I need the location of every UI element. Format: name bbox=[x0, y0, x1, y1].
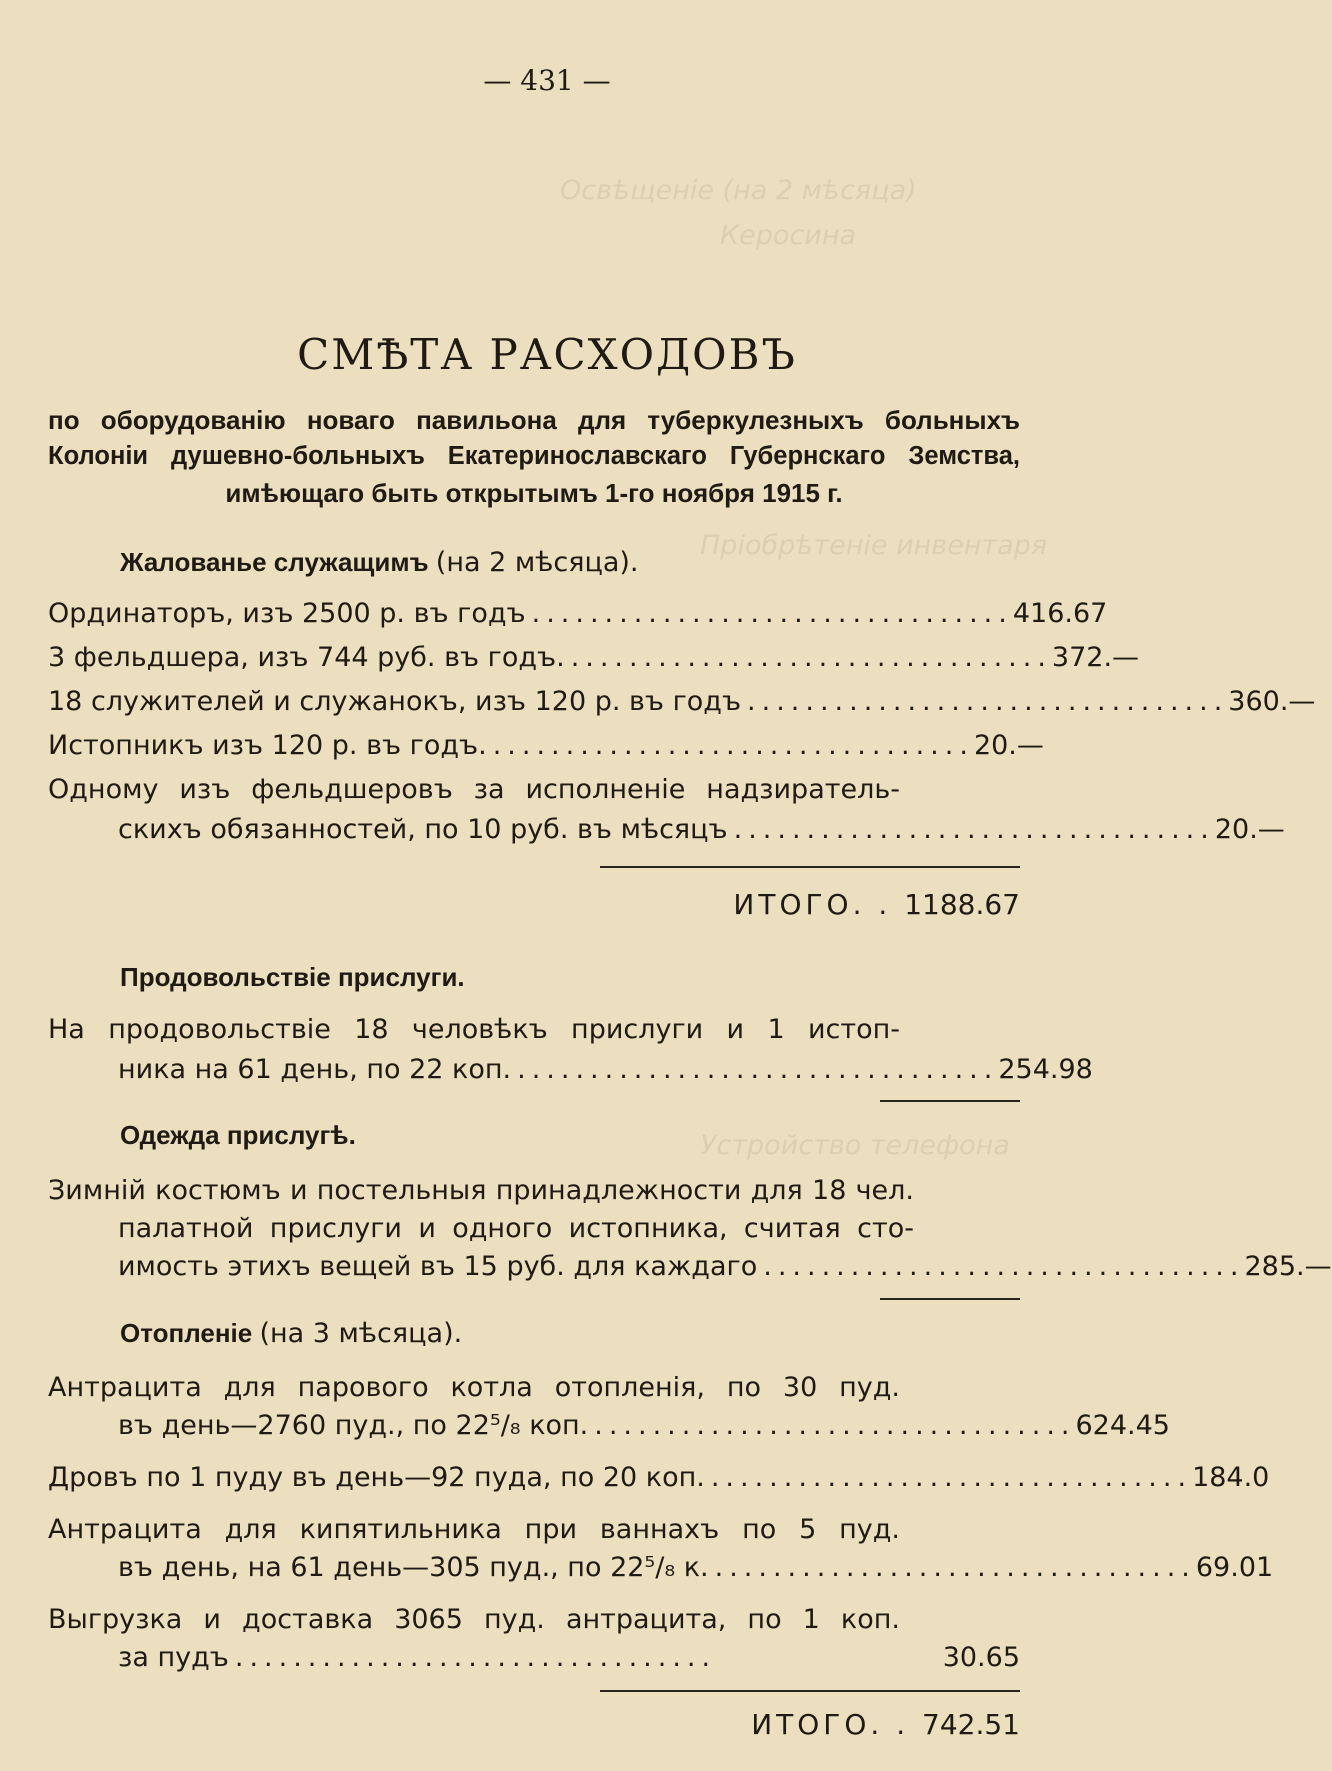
section-heading-salary bbox=[120, 547, 639, 578]
amount: 416.67 bbox=[1012, 598, 1108, 629]
heating-item-continued: за пудъ ................................. 30.65 bbox=[118, 1638, 1020, 1678]
salary-item: Одному изъ фельдшеровъ за исполненіе надзиратель- bbox=[48, 774, 900, 805]
total-rule bbox=[880, 1298, 1020, 1300]
subtitle-line-3: имѣющаго быть открытымъ 1-го ноября 1915 г. bbox=[225, 478, 843, 508]
heating-item: Дровъ по 1 пуду въ день—92 пуда, по 20 коп. ................................. 184.0 bbox=[48, 1458, 1020, 1498]
amount: 69.01 bbox=[1195, 1552, 1274, 1583]
section-heading-clothing bbox=[120, 1120, 356, 1151]
amount: 624.45 bbox=[1075, 1410, 1170, 1441]
total-rule bbox=[600, 1690, 1020, 1692]
bleed-through-text: Пріобрѣтеніе инвентаря bbox=[700, 530, 1048, 561]
amount: 360.— bbox=[1228, 686, 1316, 717]
subtitle-line-2: Колоніи душевно-больныхъ Екатеринославскаго Губернскаго Земства, bbox=[48, 442, 1020, 470]
bleed-through-text: Устройство телефона bbox=[700, 1130, 1010, 1161]
heating-total: ИТОГО. . 742.51 bbox=[751, 1708, 1020, 1741]
salary-item: Истопникъ изъ 120 р. въ годъ. ................................. 20.— bbox=[48, 726, 1020, 766]
amount: 20.— bbox=[973, 730, 1044, 761]
section-heading-text: Отопленіе bbox=[120, 1318, 253, 1348]
heating-item-continued: въ день—2760 пуд., по 22⁵/₈ коп. ................................. 624.45 bbox=[118, 1406, 1020, 1446]
salary-total: ИТОГО. . 1188.67 bbox=[733, 888, 1020, 921]
salary-item: 3 фельдшера, изъ 744 руб. въ годъ. ................................. 372.— bbox=[48, 638, 1020, 678]
food-item: На продовольствіе 18 человѣкъ прислуги и 1 истоп- bbox=[48, 1014, 900, 1045]
subtitle-line-1: по оборудованію новаго павильона для туберкулезныхъ больныхъ bbox=[48, 405, 1020, 435]
heating-item-continued: въ день, на 61 день—305 пуд., по 22⁵/₈ к. ................................. 69.01 bbox=[118, 1548, 1020, 1588]
section-heading-text: Одежда прислугѣ. bbox=[120, 1120, 356, 1150]
section-note: (на 3 мѣсяца). bbox=[259, 1318, 463, 1349]
amount: 285.— bbox=[1244, 1251, 1332, 1282]
clothing-item-continued: имость этихъ вещей въ 15 руб. для каждаго ................................. 285.— bbox=[118, 1247, 1020, 1287]
heating-item: Выгрузка и доставка 3065 пуд. антрацита, по 1 коп. bbox=[48, 1604, 900, 1635]
amount: 184.0 bbox=[1192, 1462, 1270, 1493]
section-heading-text: Жалованье служащимъ bbox=[120, 547, 429, 577]
salary-item: 18 служителей и служанокъ, изъ 120 р. въ годъ ................................. 360.— bbox=[48, 682, 1020, 722]
section-note: (на 2 мѣсяца). bbox=[435, 547, 639, 578]
amount: 20.— bbox=[1214, 814, 1285, 845]
total-rule bbox=[600, 866, 1020, 868]
salary-item: Ординаторъ, изъ 2500 р. въ годъ ................................. 416.67 bbox=[48, 594, 1020, 634]
document-title: СМѢТА РАСХОДОВЪ bbox=[297, 330, 797, 379]
total-rule bbox=[880, 1100, 1020, 1102]
bleed-through-text: Освѣщеніе (на 2 мѣсяца) bbox=[560, 175, 917, 206]
amount: 254.98 bbox=[998, 1054, 1093, 1085]
section-heading-text: Продовольствіе прислуги. bbox=[120, 962, 465, 992]
heating-item: Антрацита для парового котла отопленія, по 30 пуд. bbox=[48, 1372, 900, 1403]
page-number: — 431 — bbox=[483, 64, 611, 97]
clothing-item-continued: палатной прислуги и одного истопника, считая сто- bbox=[118, 1213, 914, 1244]
amount: 30.65 bbox=[942, 1642, 1020, 1673]
salary-item-continued: скихъ обязанностей, по 10 руб. въ мѣсяцъ ................................. 20.— bbox=[118, 810, 1020, 850]
heating-item: Антрацита для кипятильника при ваннахъ по 5 пуд. bbox=[48, 1514, 900, 1545]
clothing-item: Зимній костюмъ и постельныя принадлежности для 18 чел. bbox=[48, 1175, 914, 1206]
amount: 372.— bbox=[1051, 642, 1140, 673]
food-item-continued: ника на 61 день, по 22 коп. ................................. 254.98 bbox=[118, 1050, 1020, 1090]
section-heading-food bbox=[120, 962, 465, 993]
section-heading-heating bbox=[120, 1318, 462, 1349]
bleed-through-text: Керосина bbox=[720, 220, 857, 251]
